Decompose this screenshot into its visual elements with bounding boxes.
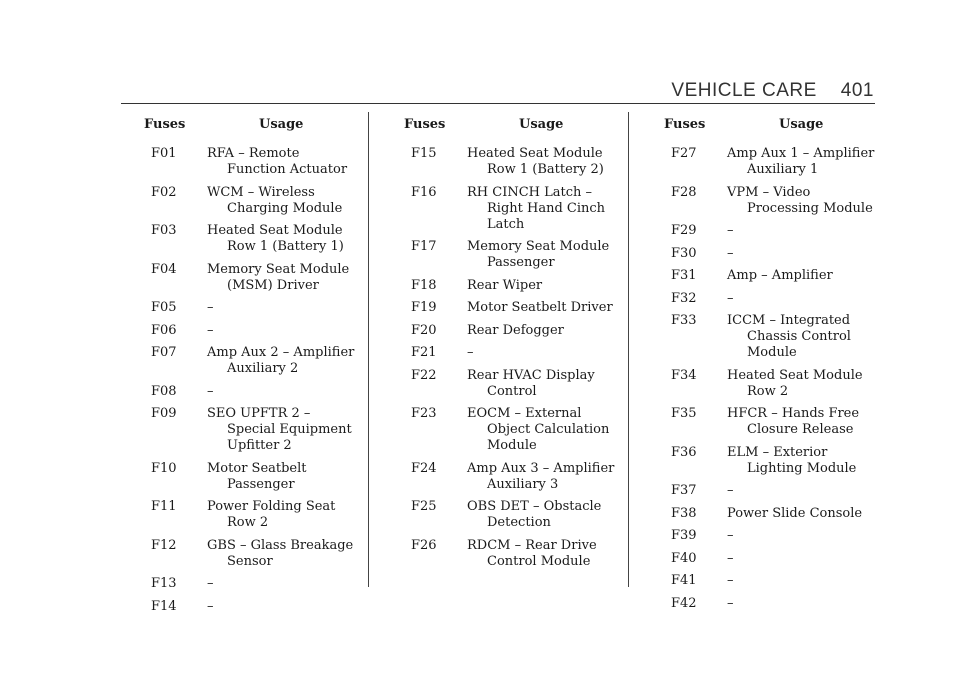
fuse-usage: Rear Wiper: [467, 277, 543, 293]
fuse-id: F41: [671, 573, 697, 588]
fuse-id: F36: [671, 444, 697, 460]
fuse-id: F33: [671, 313, 697, 328]
fuse-rows: [381, 146, 621, 570]
fuse-id: F32: [671, 290, 697, 306]
table-row: [641, 406, 881, 438]
fuse-usage: RDCM – Rear Drive Control Module: [467, 537, 597, 569]
fuse-id: F15: [411, 146, 437, 161]
table-row: [381, 239, 621, 271]
fuse-table-column-1: [121, 116, 361, 621]
table-row: [121, 576, 361, 592]
fuse-id: F19: [411, 300, 437, 315]
fuse-usage: ELM – Exterior Lighting Module: [727, 444, 857, 476]
fuse-usage: –: [727, 573, 734, 588]
fuse-usage: HFCR – Hands Free Closure Release: [727, 406, 860, 437]
table-row: [121, 262, 361, 294]
fuse-usage: Amp Aux 1 – Amplifier Auxiliary 1: [727, 146, 875, 177]
table-row: [121, 223, 361, 255]
fuse-id: F04: [151, 261, 177, 277]
fuse-id: F06: [151, 322, 177, 338]
fuse-usage: Power Slide Console: [727, 505, 863, 521]
fuses-heading: Fuses: [404, 117, 446, 132]
table-row: [381, 538, 621, 570]
table-row: [381, 300, 621, 316]
fuse-usage: –: [207, 300, 214, 315]
section-title: VEHICLE CARE: [671, 80, 817, 101]
page-header: [671, 80, 874, 102]
fuse-usage: Motor Seatbelt Driver: [467, 300, 613, 315]
table-row: [641, 573, 881, 589]
table-row: [121, 461, 361, 493]
table-row: [641, 368, 881, 400]
column-header: [641, 116, 881, 146]
fuse-id: F09: [151, 406, 177, 421]
fuse-usage: Amp Aux 3 – Amplifier Auxiliary 3: [467, 460, 615, 492]
fuse-id: F05: [151, 300, 177, 315]
table-row: [381, 278, 621, 294]
fuse-id: F07: [151, 345, 177, 360]
fuse-table-column-3: [641, 116, 881, 618]
fuse-usage: RH CINCH Latch – Right Hand Cinch Latch: [467, 184, 606, 232]
table-row: [641, 551, 881, 567]
fuse-table-column-2: [381, 116, 621, 576]
fuse-usage: –: [727, 290, 734, 306]
fuse-usage: EOCM – External Object Calculation Module: [467, 406, 610, 453]
fuse-usage: OBS DET – Obstacle Detection: [467, 499, 602, 530]
table-row: [641, 528, 881, 544]
fuse-usage: –: [207, 576, 214, 591]
fuse-usage: Rear Defogger: [467, 322, 564, 338]
fuse-id: F16: [411, 184, 437, 200]
fuse-usage: Power Folding Seat Row 2: [207, 499, 336, 530]
fuse-id: F25: [411, 499, 437, 514]
fuse-id: F31: [671, 268, 697, 283]
table-row: [641, 146, 881, 178]
fuse-id: F26: [411, 537, 437, 553]
fuse-usage: Heated Seat Module Row 2: [727, 367, 863, 399]
fuses-heading: Fuses: [144, 117, 186, 132]
fuse-usage: –: [207, 598, 214, 614]
table-row: [381, 345, 621, 361]
fuse-id: F03: [151, 223, 177, 238]
fuse-id: F29: [671, 223, 697, 238]
fuse-usage: –: [727, 223, 734, 238]
fuse-id: F27: [671, 146, 697, 161]
fuse-usage: –: [207, 383, 214, 399]
fuse-id: F42: [671, 595, 697, 611]
page-number: 401: [840, 80, 874, 101]
fuse-rows: [121, 146, 361, 615]
fuse-id: F30: [671, 245, 697, 261]
table-row: [641, 246, 881, 262]
fuse-usage: Motor Seatbelt Passenger: [207, 460, 307, 492]
table-row: [381, 499, 621, 531]
fuse-id: F28: [671, 184, 697, 200]
fuse-usage: –: [727, 595, 734, 611]
fuse-usage: Memory Seat Module Passenger: [467, 239, 610, 270]
fuse-usage: –: [207, 322, 214, 338]
fuse-id: F20: [411, 322, 437, 338]
usage-heading: Usage: [519, 117, 564, 132]
table-row: [641, 445, 881, 477]
column-header: [381, 116, 621, 146]
fuse-id: F10: [151, 460, 177, 476]
fuses-heading: Fuses: [664, 117, 706, 132]
fuse-id: F39: [671, 528, 697, 543]
fuse-usage: –: [727, 245, 734, 261]
table-row: [641, 223, 881, 239]
fuse-usage: –: [467, 345, 474, 360]
header-divider: [121, 103, 875, 104]
fuse-usage: Rear HVAC Display Control: [467, 367, 595, 399]
column-header: [121, 116, 361, 146]
table-row: [121, 599, 361, 615]
fuse-usage: SEO UPFTR 2 – Special Equipment Upfitter 2: [207, 406, 352, 453]
fuse-id: F21: [411, 345, 437, 360]
table-row: [641, 291, 881, 307]
table-row: [641, 185, 881, 217]
fuse-usage: ICCM – Integrated Chassis Control Module: [727, 313, 851, 360]
fuse-id: F35: [671, 406, 697, 421]
fuse-rows: [641, 146, 881, 612]
table-row: [641, 483, 881, 499]
table-row: [121, 185, 361, 217]
fuse-id: F08: [151, 383, 177, 399]
fuse-usage: Amp Aux 2 – Amplifier Auxiliary 2: [207, 345, 355, 376]
table-row: [641, 596, 881, 612]
fuse-usage: Amp – Amplifier: [727, 268, 833, 283]
table-row: [121, 406, 361, 454]
table-row: [381, 323, 621, 339]
table-row: [381, 461, 621, 493]
table-row: [381, 406, 621, 454]
table-row: [121, 384, 361, 400]
usage-heading: Usage: [779, 117, 824, 132]
fuse-id: F12: [151, 537, 177, 553]
fuse-usage: Heated Seat Module Row 1 (Battery 1): [207, 223, 344, 254]
table-row: [381, 146, 621, 178]
table-row: [381, 185, 621, 233]
fuse-id: F11: [151, 499, 177, 514]
fuse-id: F17: [411, 239, 437, 254]
fuse-id: F23: [411, 406, 437, 421]
fuse-id: F40: [671, 550, 697, 566]
fuse-usage: WCM – Wireless Charging Module: [207, 184, 343, 216]
fuse-id: F34: [671, 367, 697, 383]
fuse-id: F24: [411, 460, 437, 476]
column-divider: [628, 112, 629, 587]
table-row: [641, 268, 881, 284]
fuse-usage: GBS – Glass Breakage Sensor: [207, 537, 354, 569]
column-divider: [368, 112, 369, 587]
fuse-usage: –: [727, 483, 734, 498]
table-row: [381, 368, 621, 400]
table-row: [121, 323, 361, 339]
table-row: [121, 499, 361, 531]
table-row: [121, 146, 361, 178]
table-row: [121, 345, 361, 377]
table-row: [121, 300, 361, 316]
fuse-id: F22: [411, 367, 437, 383]
fuse-usage: –: [727, 550, 734, 566]
fuse-usage: VPM – Video Processing Module: [727, 184, 873, 216]
fuse-id: F14: [151, 598, 177, 614]
usage-heading: Usage: [259, 117, 304, 132]
table-row: [641, 506, 881, 522]
fuse-id: F37: [671, 483, 697, 498]
fuse-id: F13: [151, 576, 177, 591]
fuse-usage: –: [727, 528, 734, 543]
fuse-usage: Heated Seat Module Row 1 (Battery 2): [467, 146, 604, 177]
fuse-id: F38: [671, 505, 697, 521]
fuse-usage: RFA – Remote Function Actuator: [207, 146, 348, 177]
table-row: [121, 538, 361, 570]
fuse-usage: Memory Seat Module (MSM) Driver: [207, 261, 350, 293]
fuse-id: F02: [151, 184, 177, 200]
table-row: [641, 313, 881, 361]
fuse-id: F01: [151, 146, 177, 161]
fuse-id: F18: [411, 277, 437, 293]
